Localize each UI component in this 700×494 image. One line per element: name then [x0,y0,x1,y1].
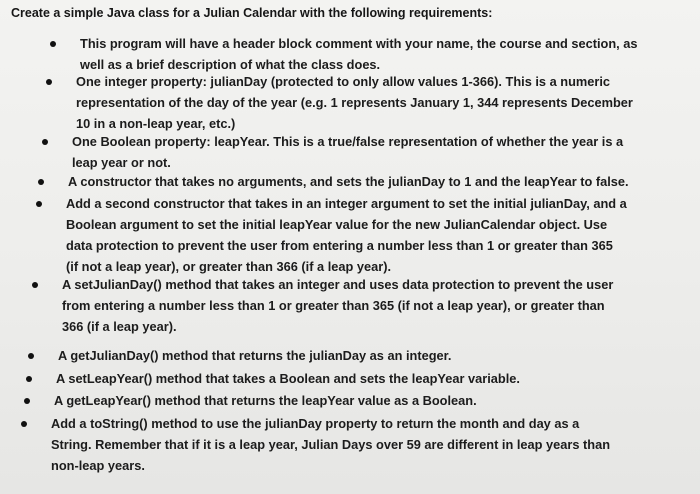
bullet-dot-icon [24,398,30,404]
bullet-dot-icon [46,79,52,85]
list-item-line: data protection to prevent the user from entering a number less than 1 or greater than 365 [66,238,613,253]
list-item-line: A constructor that takes no arguments, and sets the julianDay to 1 and the leapYear to false. [68,174,629,189]
list-item-line: representation of the day of the year (e.g. 1 represents January 1, 344 represents December [76,95,633,110]
bullet-dot-icon [32,282,38,288]
list-item-line: Add a second constructor that takes in an integer argument to set the initial julianDay, and a [66,196,627,211]
bullet-dot-icon [28,353,34,359]
list-item-line: 10 in a non-leap year, etc.) [76,116,236,131]
list-item-line: well as a brief description of what the class does. [80,57,381,72]
list-item-line: non-leap years. [51,458,145,473]
list-item-line: leap year or not. [72,155,171,170]
list-item-line: 366 (if a leap year). [62,319,177,334]
list-item [62,274,613,337]
bullet-dot-icon [26,376,32,382]
bullet-dot-icon [21,421,27,427]
list-item [76,71,633,134]
list-item-line: One Boolean property: leapYear. This is a true/false representation of whether the year is a [72,134,624,149]
list-item [56,368,520,389]
list-item [68,171,629,192]
list-item-line: A getJulianDay() method that returns the julianDay as an integer. [58,348,452,363]
list-item-line: from entering a number less than 1 or greater than 365 (if not a leap year), or greater than [62,298,605,313]
bullet-dot-icon [36,201,42,207]
list-item [54,390,477,411]
list-item-line: Add a toString() method to use the julianDay property to return the month and day as a [51,416,580,431]
list-item-line: This program will have a header block comment with your name, the course and section, as [80,36,638,51]
list-item [58,345,451,366]
list-item-line: String. Remember that if it is a leap year, Julian Days over 59 are different in leap years than [51,437,611,452]
list-item-line: A setLeapYear() method that takes a Boolean and sets the leapYear variable. [56,371,520,386]
document-title: Create a simple Java class for a Julian Calendar with the following requirements: [11,6,493,20]
bullet-dot-icon [50,41,56,47]
list-item-line: A getLeapYear() method that returns the leapYear value as a Boolean. [54,393,477,408]
bullet-dot-icon [38,179,44,185]
list-item-line: A setJulianDay() method that takes an integer and uses data protection to prevent the user [62,277,614,292]
list-item [66,193,627,277]
list-item-line: (if not a leap year), or greater than 366 (if a leap year). [66,259,392,274]
list-item-line: One integer property: julianDay (protected to only allow values 1-366). This is a numeric [76,74,611,89]
list-item-line: Boolean argument to set the initial leapYear value for the new JulianCalendar object. Use [66,217,608,232]
list-item [80,33,638,75]
list-item [72,131,623,173]
list-item [51,413,610,476]
bullet-dot-icon [42,139,48,145]
